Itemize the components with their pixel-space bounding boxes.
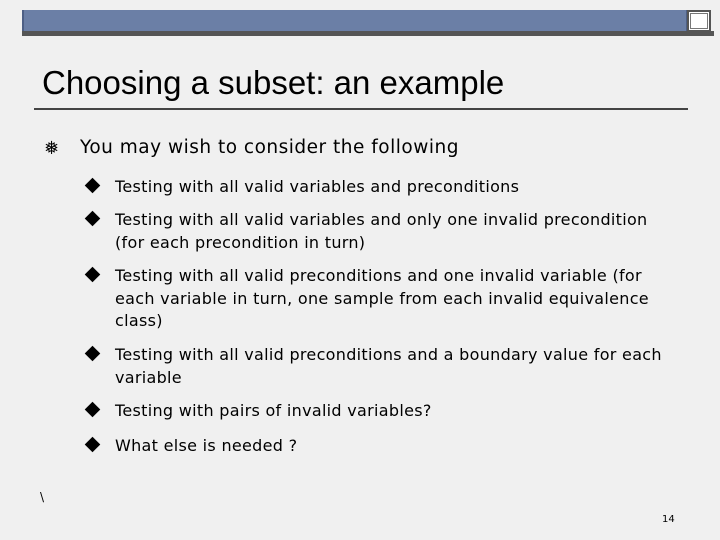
diamond-bullet-icon	[85, 346, 101, 362]
page-number: 14	[662, 514, 675, 525]
list-item-text: Testing with all valid preconditions and a boundary value for each variable	[115, 345, 662, 387]
list-item-text: Testing with all valid variables and only one invalid precondition (for each precondition in turn)	[115, 210, 648, 252]
slide-title: Choosing a subset: an example	[42, 64, 505, 101]
header-stripe	[22, 31, 714, 36]
diamond-bullet-icon	[85, 211, 101, 227]
list-item-text: What else is needed ?	[115, 436, 298, 455]
list-item-text: Testing with all valid variables and preconditions	[115, 177, 520, 196]
title-underline	[34, 108, 688, 110]
snowflake-bullet-icon: ❅	[44, 138, 60, 159]
diamond-bullet-icon	[85, 178, 101, 194]
diamond-bullet-icon	[85, 402, 101, 418]
header-box-inner	[690, 13, 708, 29]
diamond-bullet-icon	[85, 267, 101, 283]
footer-glyph: \	[40, 490, 45, 504]
diamond-bullet-icon	[85, 437, 101, 453]
list-item-text: Testing with all valid preconditions and one invalid variable (for each variable in turn, one sample from each invalid equivalence class)	[115, 266, 649, 330]
header-bar	[22, 10, 688, 32]
list-item-text: Testing with pairs of invalid variables?	[115, 401, 432, 420]
main-bullet-text: You may wish to consider the following	[80, 137, 459, 158]
